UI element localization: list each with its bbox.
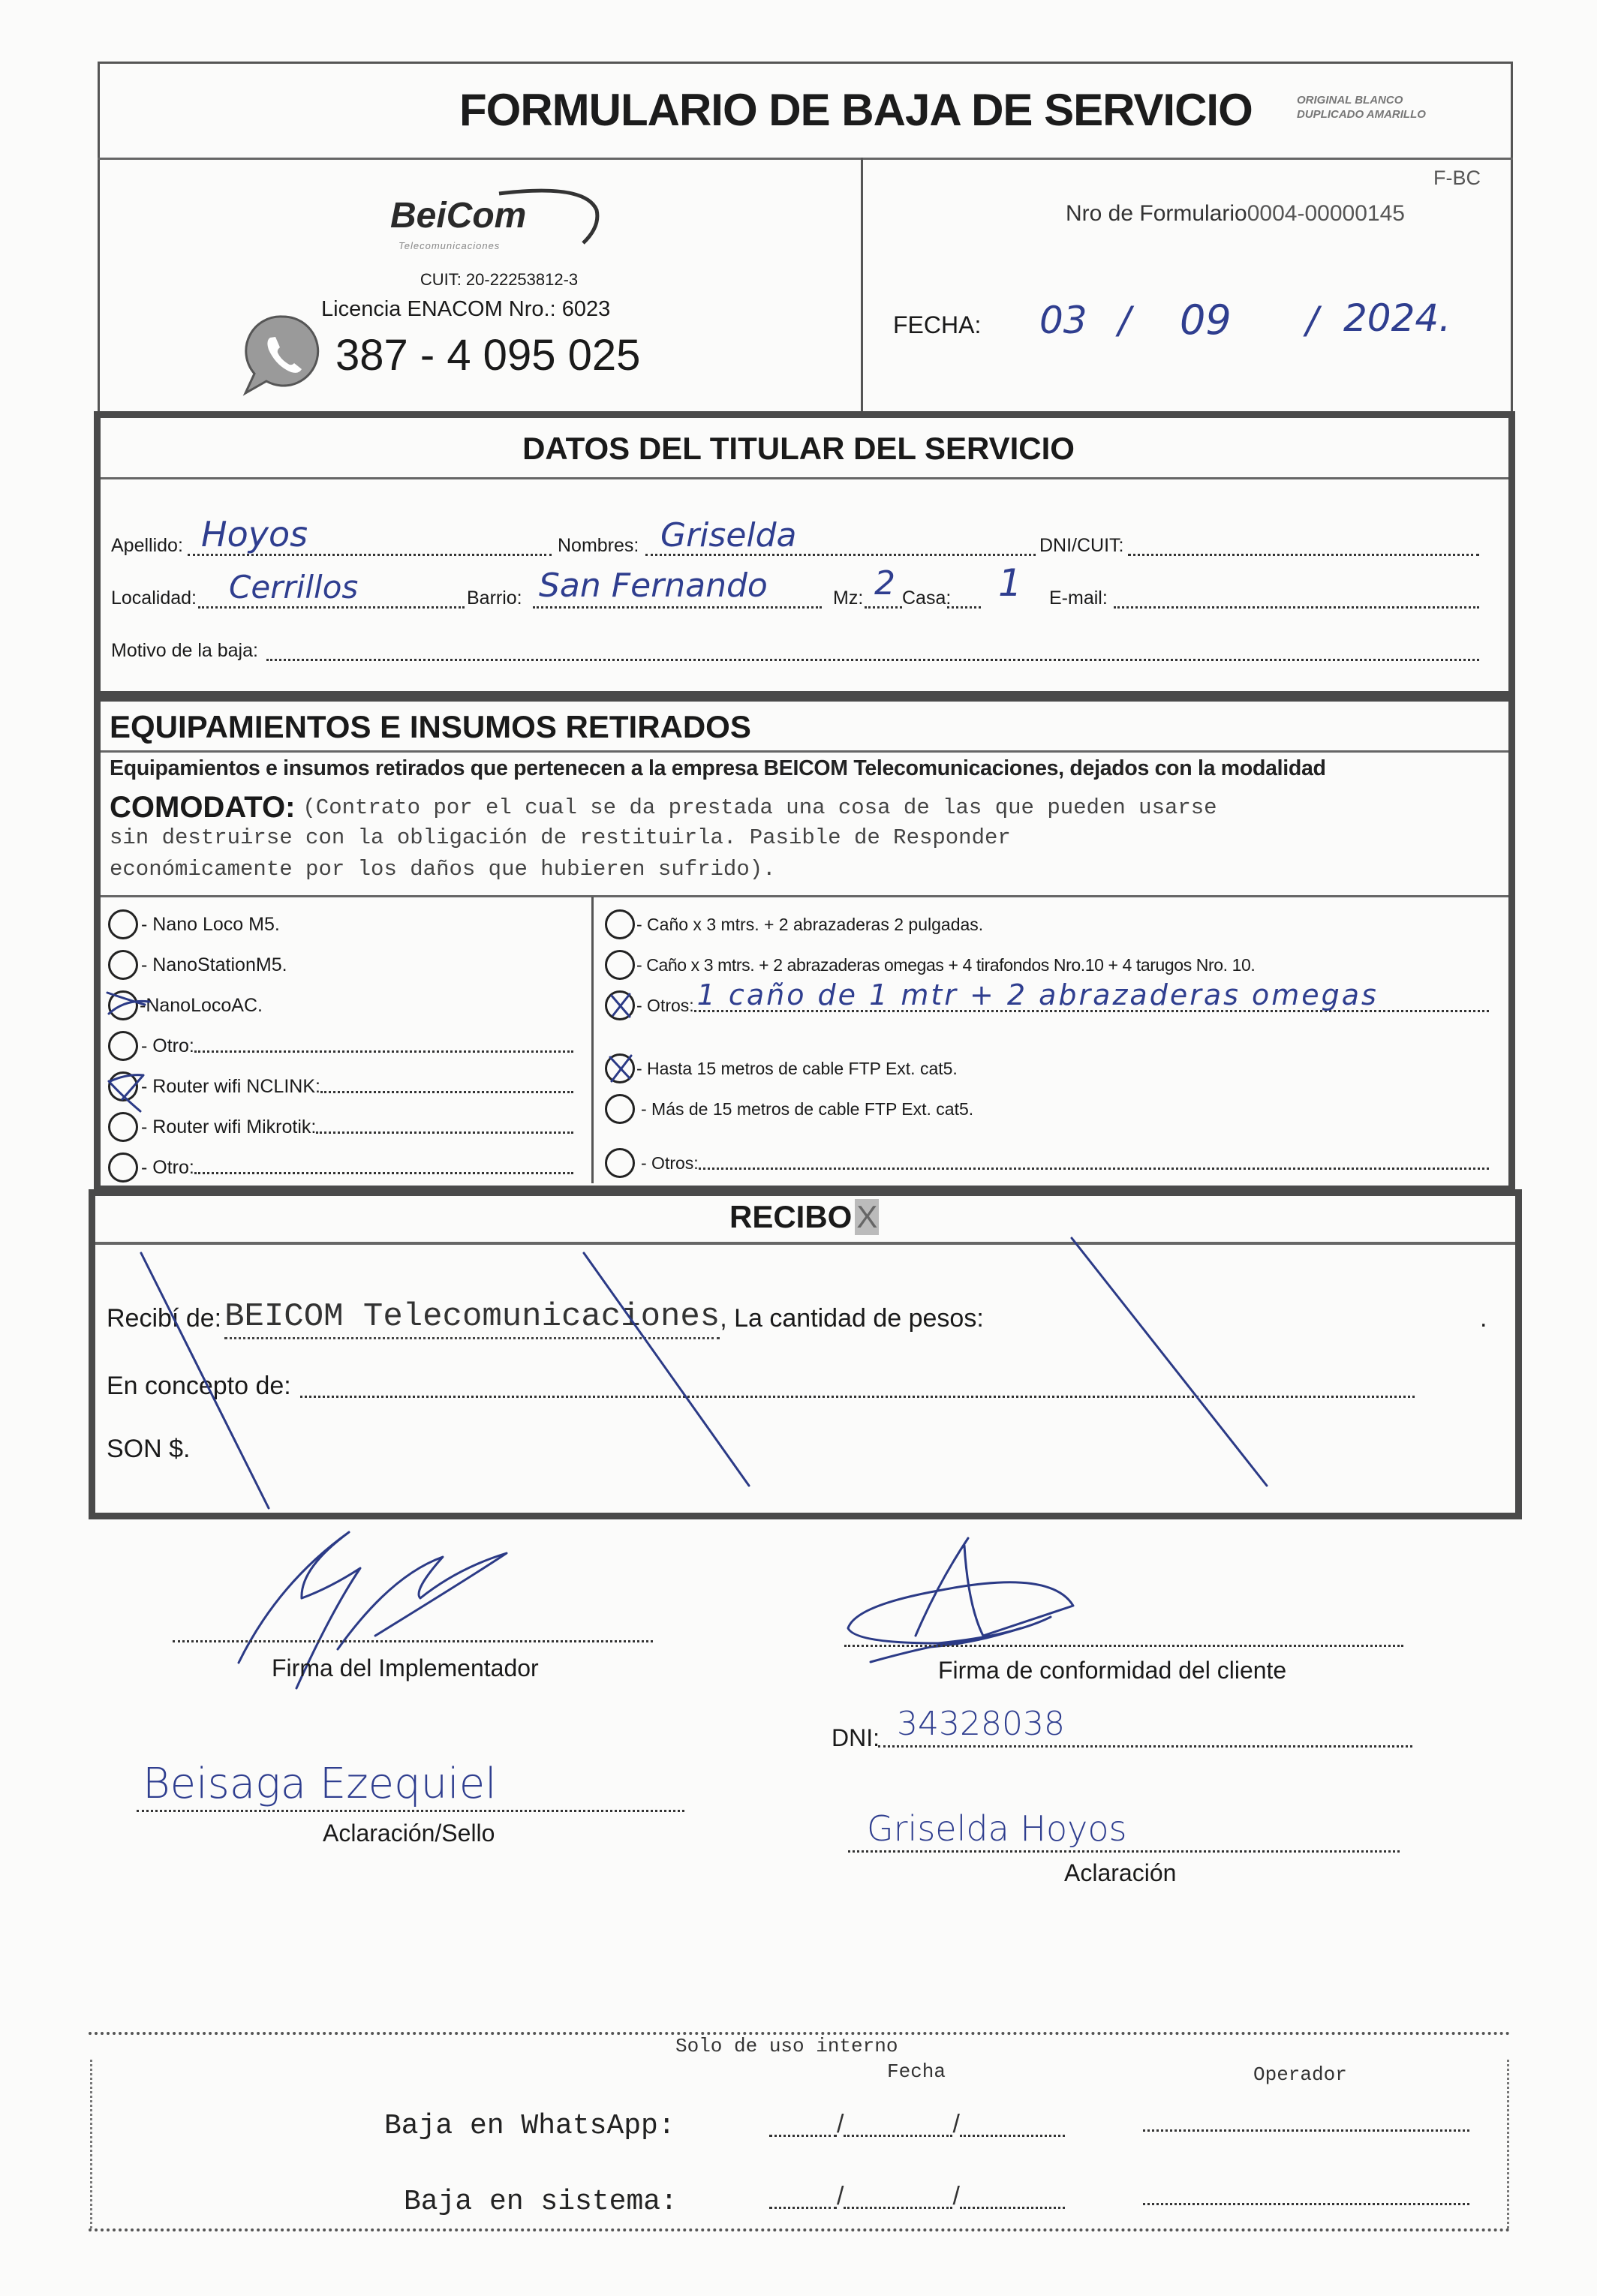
casa-field[interactable] (947, 599, 981, 609)
baja-whatsapp-date-field[interactable]: / / (769, 2110, 1065, 2139)
date-month[interactable]: 09 (1180, 296, 1232, 344)
recibo-void-strikes (89, 1189, 1522, 1519)
radio-nano-loco-m5[interactable] (108, 909, 138, 939)
aclaracion-sello-label: Aclaración/Sello (323, 1820, 495, 1847)
comodato-label: COMODATO: (110, 790, 296, 824)
internal-bottom-rule (89, 2228, 1511, 2231)
equipment-column-divider (591, 897, 594, 1183)
equipment-item[interactable]: - Hasta 15 metros de cable FTP Ext. cat5. (605, 1048, 1489, 1089)
motivo-label: Motivo de la baja: (111, 640, 258, 661)
internal-fecha-header: Fecha (887, 2060, 946, 2083)
radio-router-nclink-checked[interactable] (108, 1071, 138, 1101)
mz-value: 2 (874, 564, 895, 603)
implementador-label: Firma del Implementador (272, 1654, 539, 1681)
company-logo (386, 180, 612, 255)
implementador-name-line[interactable] (137, 1807, 684, 1812)
dni-label: DNI: (832, 1724, 880, 1751)
email-label: E-mail: (1049, 588, 1108, 609)
otros-2-field[interactable] (699, 1157, 1489, 1170)
logo-tagline: Telecomunicaciones (398, 240, 501, 251)
recibo-dot: . (1480, 1304, 1487, 1333)
cliente-signature-line[interactable] (844, 1642, 1403, 1647)
radio-nanoloco-ac-checked[interactable] (108, 990, 138, 1020)
baja-sistema-date-field[interactable]: / / (769, 2182, 1065, 2211)
company-cuit: CUIT: 20-22253812-3 (420, 270, 579, 289)
concepto-label: En concepto de: (107, 1372, 291, 1400)
comodato-text-3: económicamente por los daños que hubieren sufrido). (110, 857, 776, 882)
radio-nanostation-m5[interactable] (108, 950, 138, 980)
nombres-label: Nombres: (558, 535, 639, 556)
date-label: FECHA: (893, 311, 982, 338)
internal-title: Solo de uso interno (675, 2035, 898, 2057)
date-day[interactable]: 03 (1039, 299, 1087, 342)
recibi-label: Recibí de: (107, 1304, 222, 1333)
radio-cano-2-pulgadas[interactable] (605, 909, 635, 939)
date-year[interactable]: 2024. (1343, 296, 1451, 340)
titular-header-divider (101, 477, 1508, 479)
comodato-block (110, 789, 1505, 882)
equipment-item[interactable]: - Otros: 1 caño de 1 mtr + 2 abrazaderas omegas (605, 985, 1489, 1026)
barrio-value: San Fernando (539, 566, 768, 605)
radio-otros-checked[interactable] (605, 990, 635, 1020)
radio-otro-1[interactable] (108, 1031, 138, 1061)
copy-note-original: ORIGINAL BLANCO (1297, 94, 1403, 107)
router-mikrotik-field[interactable] (316, 1121, 573, 1134)
logo-name: BeiCom (390, 196, 527, 236)
barrio-label: Barrio: (467, 588, 522, 609)
dni-cuit-field[interactable] (1128, 546, 1479, 556)
router-nclink-field[interactable] (320, 1080, 573, 1093)
motivo-field[interactable] (266, 651, 1479, 661)
date-separator-2: / (1306, 299, 1319, 342)
whatsapp-icon (236, 309, 330, 399)
casa-label: Casa: (902, 588, 952, 609)
equipment-item[interactable]: - NanoStationM5. (108, 945, 581, 985)
equipment-item[interactable]: -NanoLocoAC. (108, 985, 581, 1026)
radio-otros-2[interactable] (605, 1148, 635, 1178)
radio-mas-15m[interactable] (605, 1094, 635, 1124)
implementador-signature-line[interactable] (173, 1637, 653, 1642)
nombres-value: Griselda (660, 516, 797, 554)
equipment-list-divider (101, 895, 1508, 897)
form-number-value: 0004-00000145 (1247, 201, 1405, 226)
cliente-signature-label: Firma de conformidad del cliente (938, 1657, 1287, 1684)
implementador-name: Beisaga Ezequiel (143, 1760, 497, 1808)
header-divider (98, 158, 1513, 160)
email-field[interactable] (1114, 599, 1479, 609)
form-title: FORMULARIO DE BAJA DE SERVICIO (459, 85, 1253, 135)
check-mark-icon (106, 988, 151, 1021)
cliente-name-line[interactable] (848, 1847, 1400, 1853)
comodato-text-1: (Contrato por el cual se da prestada una cosa de las que pueden usarse (302, 795, 1217, 820)
baja-sistema-operador-field[interactable] (1143, 2200, 1469, 2205)
comodato-text-2: sin destruirse con la obligación de restituirla. Pasible de Responder (110, 825, 1011, 850)
dni-value: 34328038 (897, 1705, 1065, 1743)
cantidad-label: , La cantidad de pesos: (720, 1304, 984, 1333)
otro-1-field[interactable] (194, 1040, 573, 1053)
radio-cano-omegas[interactable] (605, 950, 635, 980)
baja-whatsapp-label: Baja en WhatsApp: (384, 2110, 675, 2142)
date-separator-1: / (1118, 299, 1131, 342)
copy-note-duplicate: DUPLICADO AMARILLO (1297, 108, 1426, 121)
son-label: SON $. (107, 1435, 191, 1463)
cliente-name: Griselda Hoyos (867, 1808, 1127, 1849)
equipment-item[interactable]: - Nano Loco M5. (108, 904, 581, 945)
titular-section-title: DATOS DEL TITULAR DEL SERVICIO (522, 431, 1075, 466)
internal-right-rule (1507, 2060, 1509, 2228)
apellido-label: Apellido: (111, 535, 183, 556)
otros-value: 1 caño de 1 mtr + 2 abrazaderas omegas (696, 978, 1379, 1011)
header-vertical-divider (861, 158, 863, 414)
check-mark-icon (604, 990, 637, 1023)
equipment-item[interactable]: - Más de 15 metros de cable FTP Ext. cat5. (605, 1089, 1489, 1129)
baja-whatsapp-operador-field[interactable] (1143, 2126, 1469, 2132)
otro-2-field[interactable] (194, 1162, 573, 1174)
mz-label: Mz: (833, 588, 864, 609)
aclaracion-label: Aclaración (1064, 1859, 1177, 1886)
recibo-title-mark: X (856, 1199, 878, 1234)
casa-value: 1 (998, 561, 1022, 605)
radio-router-mikrotik[interactable] (108, 1112, 138, 1142)
equipment-item[interactable]: - Router wifi Mikrotik: (108, 1107, 581, 1147)
check-mark-icon (106, 1069, 151, 1114)
localidad-label: Localidad: (111, 588, 197, 609)
recibo-title-text: RECIBO (729, 1199, 853, 1234)
equipment-item[interactable]: - Caño x 3 mtrs. + 2 abrazaderas omegas + 4 tirafondos Nro.10 + 4 tarugos Nro. 10. (605, 945, 1489, 985)
radio-hasta-15m-checked[interactable] (605, 1053, 635, 1083)
equipment-right-list (605, 904, 1489, 1183)
apellido-value: Hoyos (201, 514, 308, 554)
baja-sistema-label: Baja en sistema: (404, 2186, 678, 2218)
localidad-value: Cerrillos (229, 569, 359, 606)
internal-left-rule (90, 2060, 92, 2228)
equipment-item[interactable]: - Otro: (108, 1026, 581, 1066)
equipment-header-divider (101, 750, 1508, 753)
form-code: F-BC (1433, 167, 1481, 189)
company-phone: 387 - 4 095 025 (335, 331, 641, 380)
radio-otro-2[interactable] (108, 1153, 138, 1183)
company-license: Licencia ENACOM Nro.: 6023 (321, 297, 611, 321)
equipment-section-title: EQUIPAMIENTOS E INSUMOS RETIRADOS (110, 709, 751, 744)
dni-cuit-label: DNI/CUIT: (1039, 535, 1124, 556)
equipment-item[interactable]: - Caño x 3 mtrs. + 2 abrazaderas 2 pulgadas. (605, 904, 1489, 945)
form-number-label: Nro de Formulario (1066, 201, 1247, 226)
copy-note (1297, 93, 1426, 122)
internal-operador-header: Operador (1253, 2063, 1347, 2086)
equipment-item[interactable]: - Otro: (108, 1147, 581, 1188)
dni-field[interactable] (878, 1742, 1412, 1748)
equipment-intro: Equipamientos e insumos retirados que pertenecen a la empresa BEICOM Telecomunicaciones, dejados con la modalidad (110, 756, 1326, 780)
equipment-left-list (108, 904, 581, 1188)
form-number (1066, 201, 1405, 227)
equipment-item[interactable]: - Router wifi NCLINK: (108, 1066, 581, 1107)
check-mark-icon (604, 1053, 637, 1086)
equipment-item[interactable]: - Otros: (605, 1143, 1489, 1183)
recibi-value[interactable]: BEICOM Telecomunicaciones (224, 1298, 720, 1339)
